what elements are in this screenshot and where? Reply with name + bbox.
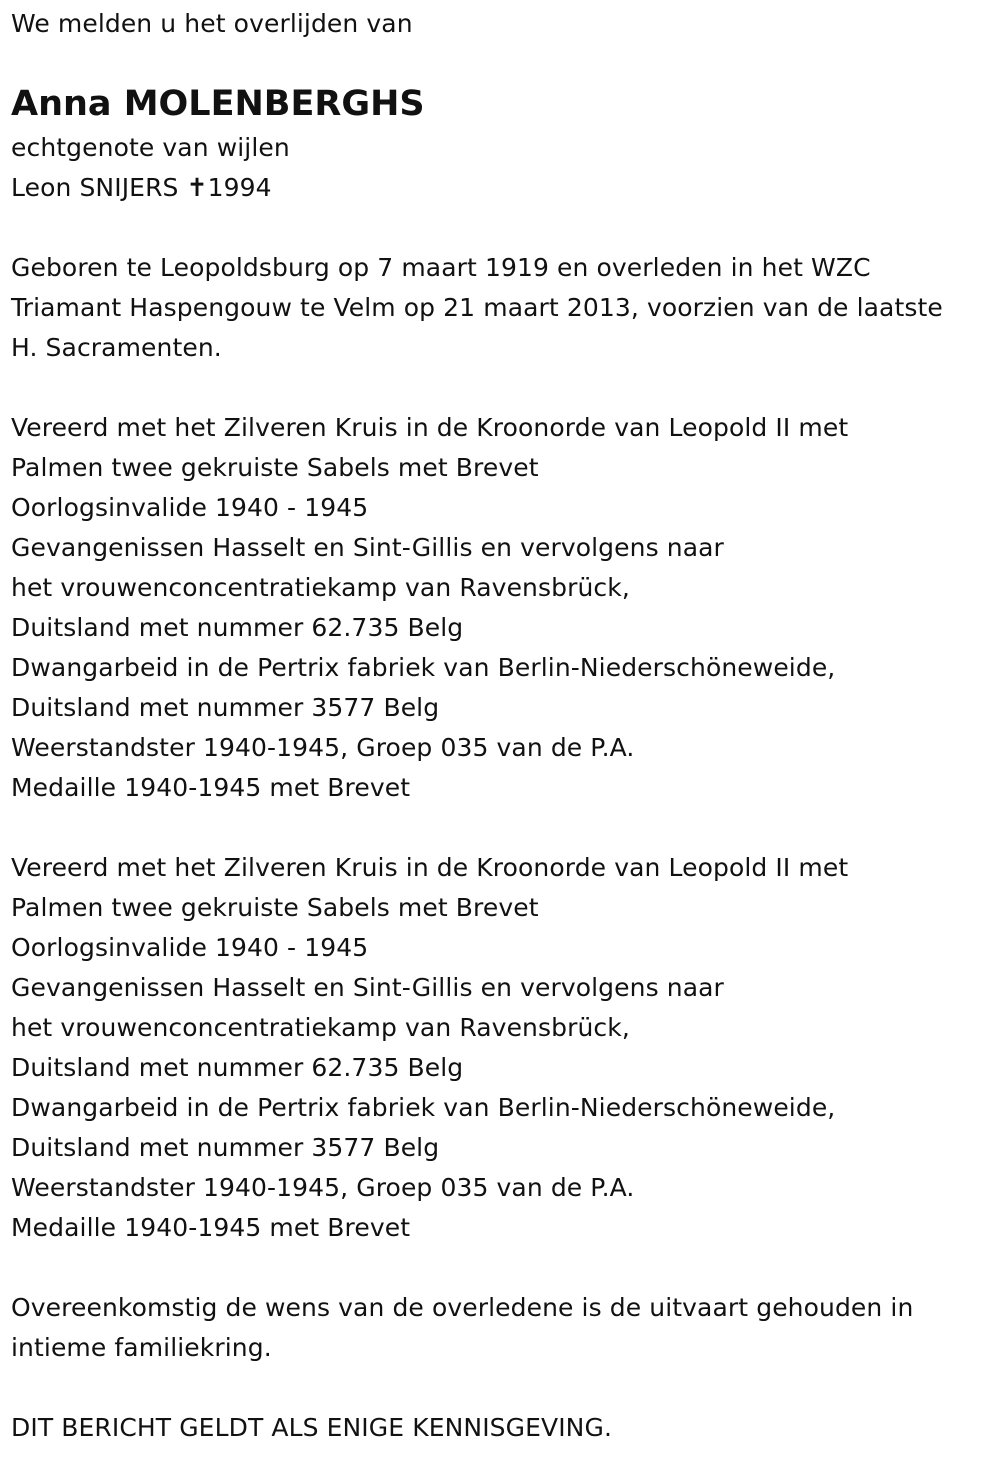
cross-icon: ✝ xyxy=(186,173,208,202)
paragraph-line: Geboren te Leopoldsburg op 7 maart 1919 en overleden in het WZC xyxy=(11,253,871,282)
honors-line: Medaille 1940-1945 met Brevet xyxy=(11,1213,411,1242)
honors-line: Palmen twee gekruiste Sabels met Brevet xyxy=(11,893,539,922)
honors-line: Medaille 1940-1945 met Brevet xyxy=(11,773,411,802)
honors-line: Weerstandster 1940-1945, Groep 035 van de P.A. xyxy=(11,1173,635,1202)
paragraph-line: intieme familiekring. xyxy=(11,1333,272,1362)
paragraph-line: Triamant Haspengouw te Velm op 21 maart 2013, voorzien van de laatste xyxy=(11,293,943,322)
honors-line: Palmen twee gekruiste Sabels met Brevet xyxy=(11,453,539,482)
honors-line: Duitsland met nummer 62.735 Belg xyxy=(11,1053,464,1082)
honors-paragraph-2 xyxy=(11,848,1000,1248)
spouse-name: Leon SNIJERS xyxy=(11,173,179,202)
honors-paragraph-1 xyxy=(11,408,1000,808)
notice-paragraph xyxy=(11,1408,1000,1448)
honors-line: Vereerd met het Zilveren Kruis in de Kroonorde van Leopold II met xyxy=(11,853,849,882)
notice-text: DIT BERICHT GELDT ALS ENIGE KENNISGEVING. xyxy=(11,1413,612,1442)
relation-text: echtgenote van wijlen xyxy=(11,133,290,162)
honors-line: Duitsland met nummer 62.735 Belg xyxy=(11,613,464,642)
honors-line: het vrouwenconcentratiekamp van Ravensbrück, xyxy=(11,1013,630,1042)
deceased-name: Anna MOLENBERGHS xyxy=(11,84,425,124)
honors-line: Oorlogsinvalide 1940 - 1945 xyxy=(11,493,369,522)
honors-line: Duitsland met nummer 3577 Belg xyxy=(11,1133,440,1162)
honors-line: Gevangenissen Hasselt en Sint-Gillis en vervolgens naar xyxy=(11,973,724,1002)
honors-line: Gevangenissen Hasselt en Sint-Gillis en vervolgens naar xyxy=(11,533,724,562)
paragraph-line: Overeenkomstig de wens van de overledene is de uitvaart gehouden in xyxy=(11,1293,914,1322)
honors-line: het vrouwenconcentratiekamp van Ravensbrück, xyxy=(11,573,630,602)
honors-line: Duitsland met nummer 3577 Belg xyxy=(11,693,440,722)
honors-line: Vereerd met het Zilveren Kruis in de Kroonorde van Leopold II met xyxy=(11,413,849,442)
paragraph-line: H. Sacramenten. xyxy=(11,333,222,362)
intro-text: We melden u het overlijden van xyxy=(11,9,413,38)
honors-line: Dwangarbeid in de Pertrix fabriek van Berlin-Niederschöneweide, xyxy=(11,1093,836,1122)
spouse-line xyxy=(11,168,1000,208)
honors-line: Weerstandster 1940-1945, Groep 035 van de P.A. xyxy=(11,733,635,762)
funeral-paragraph xyxy=(11,1288,1000,1368)
honors-line: Oorlogsinvalide 1940 - 1945 xyxy=(11,933,369,962)
birth-death-paragraph xyxy=(11,248,1000,368)
honors-line: Dwangarbeid in de Pertrix fabriek van Berlin-Niederschöneweide, xyxy=(11,653,836,682)
spouse-death-year: 1994 xyxy=(207,173,272,202)
